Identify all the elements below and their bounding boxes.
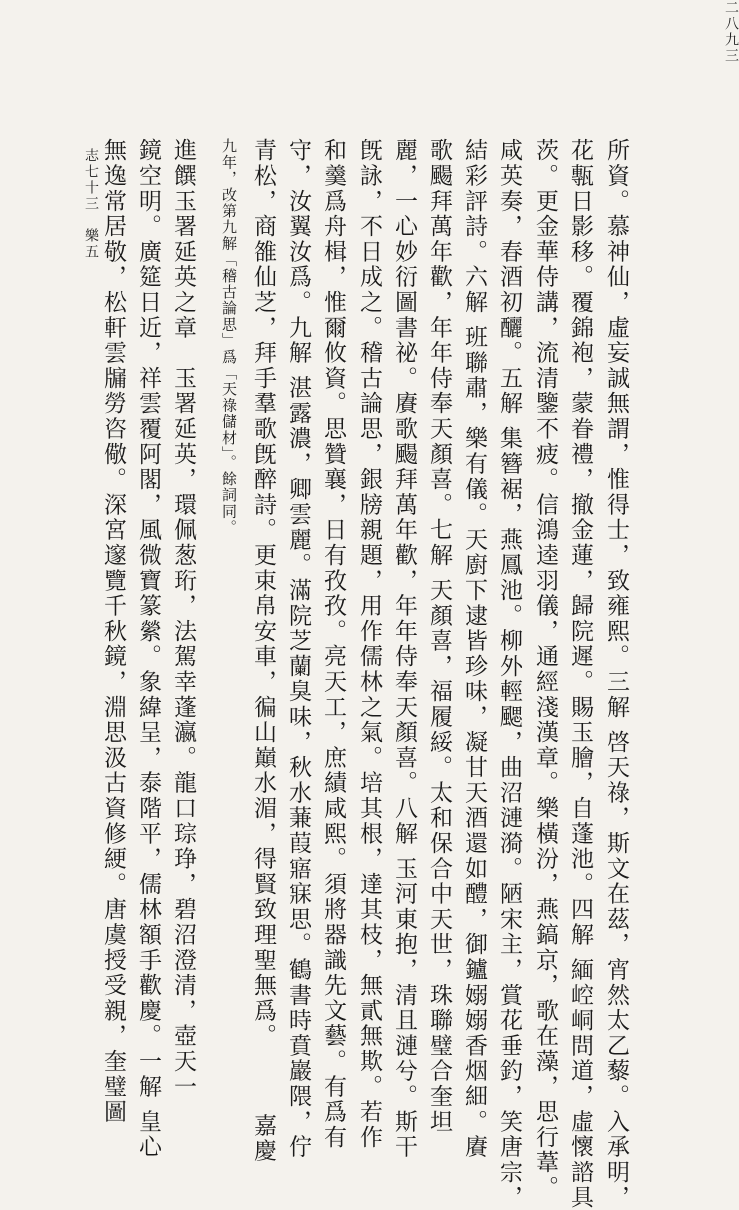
text-column: 和羹爲舟楫，惟爾攸資。思贊襄，日有孜孜。亮天工，庶績咸熙。須將器識先文藝。有爲有 bbox=[320, 138, 346, 1150]
text-column: 青松，商雒仙芝，拜手羣歌旣醉詩。更束帛安車，徧山巔水湄，得賢致理聖無爲。 嘉慶 bbox=[250, 138, 276, 1164]
text-column: 麗，一心妙衍圖書祕。賡歌颺拜萬年歡，年年侍奉天顏喜。八解 玉河東抱，清且漣兮。斯干 bbox=[391, 138, 417, 1160]
text-column: 結彩評詩。六解 班聯肅，樂有儀。天廚下逮皆珍味，凝甘天酒還如醴，御鑪嫋嫋香烟細。賡 bbox=[461, 138, 487, 1160]
text-column: 歌颺拜萬年歡，年年侍奉天顏喜。七解 天顏喜，福履綏。太和保合中天世，珠聯璧合奎坦 bbox=[426, 138, 452, 1135]
text-column: 所資。慕神仙，虛妄誠無謂，惟得士，致雍熙。三解 啓天祿，斯文在茲，宵然太乙藜。入承明， bbox=[603, 138, 629, 1210]
text-column: 鏡空明。廣筵日近，祥雲覆阿閣，風微寶篆縈。象緯呈，泰階平，儒林額手歡慶。一解 皇心 bbox=[135, 138, 161, 1160]
text-column: 茨。更金華侍講，流清鑒不疲。信鴻逵羽儀，通經淺漢章。樂橫汾，燕鎬京，歌在藻，思行葦。 bbox=[532, 138, 558, 1201]
text-column: 無逸常居敬，松軒雲牖勞咨儆。深宮邃覽千秋鏡，淵思汲古資修綆。唐虞授受親，奎璧圖 bbox=[100, 138, 126, 1125]
note-column: 九年，改第九解「稽古論思」爲「天祿儲材」。餘詞同。 bbox=[220, 138, 238, 536]
volume-header: 志七十三 樂五 bbox=[83, 148, 99, 260]
text-column: 守，汝翼汝爲。九解 湛露濃，卿雲麗。滿院芝蘭臭味，秋水蒹葭寤寐思。鶴書時賁巖隈，佇 bbox=[285, 138, 311, 1160]
text-column: 進饌玉署延英之章 玉署延英，環佩葱珩，法駕幸蓬瀛。龍口琮琤，碧沼澄清，壺天一 bbox=[170, 138, 196, 1100]
page-number: 二八九三 bbox=[723, 0, 739, 64]
text-column: 花甎日影移。覆錦袍，蒙眷禮，撤金蓮，歸院遲。賜玉膾，自蓬池。四解 緬崆峒問道，虛懷諮具 bbox=[567, 138, 593, 1210]
text-column: 咸英奏，春酒初釃。五解 集簪裾，燕鳳池。柳外輕颸，曲沼漣漪。陋宋主，賞花垂釣，笑唐宗， bbox=[496, 138, 522, 1210]
text-column: 旣詠，不日成之。稽古論思，銀牓親題，用作儒林之氣。培其根，達其枝，無貳無欺。若作 bbox=[356, 138, 382, 1150]
